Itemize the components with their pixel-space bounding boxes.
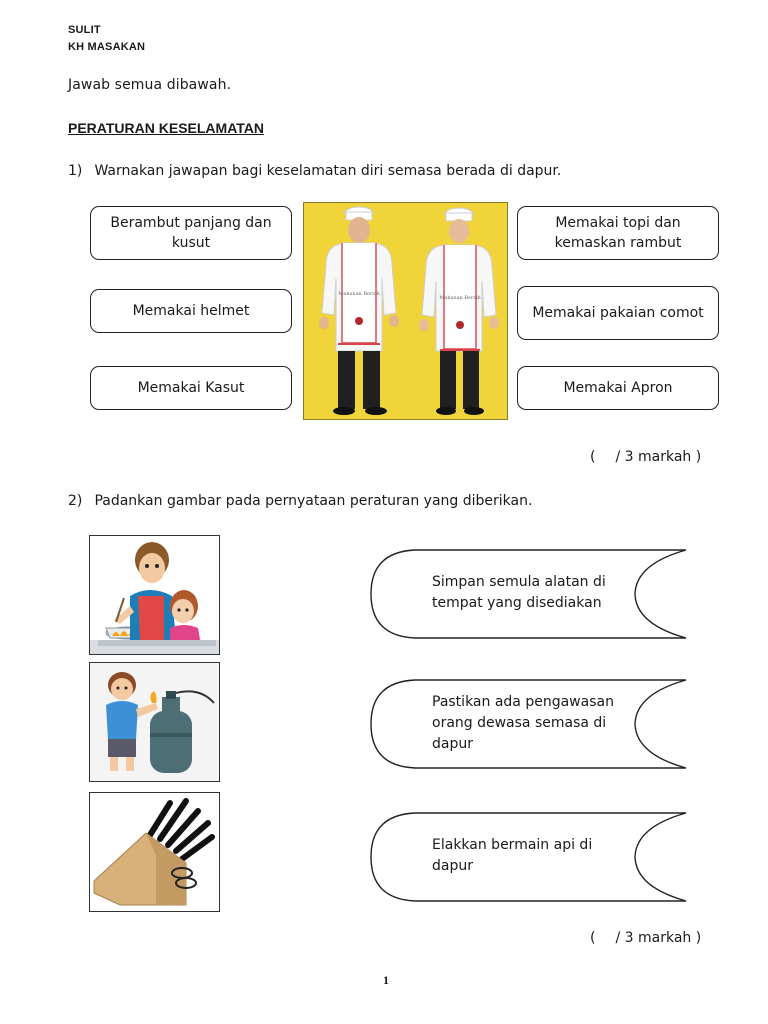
question-number: 2) [68, 493, 83, 509]
option-long-hair[interactable]: Berambut panjang dan kusut [90, 206, 292, 260]
marks-open: ( [590, 449, 596, 465]
statement-pill-3[interactable] [370, 812, 688, 902]
option-messy-clothes[interactable]: Memakai pakaian comot [517, 286, 719, 340]
cooking-illustration [90, 536, 220, 655]
statement-pill-1[interactable] [370, 549, 688, 639]
question-1 [68, 163, 561, 179]
statement-text: Simpan semula alatan di tempat yang disediakan [432, 574, 606, 611]
knife-block-image [89, 792, 220, 912]
option-hat[interactable]: Memakai topi dan kemaskan rambut [517, 206, 719, 260]
svg-text:Makanan Bersih: Makanan Bersih [338, 291, 380, 297]
instruction-text: Jawab semua dibawah. [68, 77, 232, 93]
option-helmet[interactable]: Memakai helmet [90, 289, 292, 333]
knife-block-illustration [90, 793, 220, 912]
option-apron[interactable]: Memakai Apron [517, 366, 719, 410]
marks-text: / 3 markah ) [615, 449, 702, 465]
q1-marks [590, 449, 701, 465]
marks-text: / 3 markah ) [615, 930, 702, 946]
marks-open: ( [590, 930, 596, 946]
statement-pill-2[interactable] [370, 679, 688, 769]
child-gas-tank-image [89, 662, 220, 782]
question-2 [68, 493, 532, 509]
question-number: 1) [68, 163, 83, 179]
gas-tank-illustration [90, 663, 220, 782]
q2-marks [590, 930, 701, 946]
statement-text: Elakkan bermain api di dapur [432, 837, 593, 874]
mother-child-cooking-image [89, 535, 220, 655]
chefs-photo [303, 202, 508, 420]
statement-text: Pastikan ada pengawasan orang dewasa semasa di dapur [432, 694, 614, 752]
header-subject: KH MASAKAN [68, 41, 146, 53]
page-number: 1 [383, 973, 389, 987]
option-shoes[interactable]: Memakai Kasut [90, 366, 292, 410]
svg-text:Makanan Bersih: Makanan Bersih [439, 295, 481, 301]
header-sulit: SULIT [68, 24, 101, 36]
chefs-illustration [304, 203, 508, 420]
question-text: Warnakan jawapan bagi keselamatan diri semasa berada di dapur. [94, 163, 562, 179]
section-title: PERATURAN KESELAMATAN [68, 120, 264, 136]
question-text: Padankan gambar pada pernyataan peraturan yang diberikan. [94, 493, 533, 509]
